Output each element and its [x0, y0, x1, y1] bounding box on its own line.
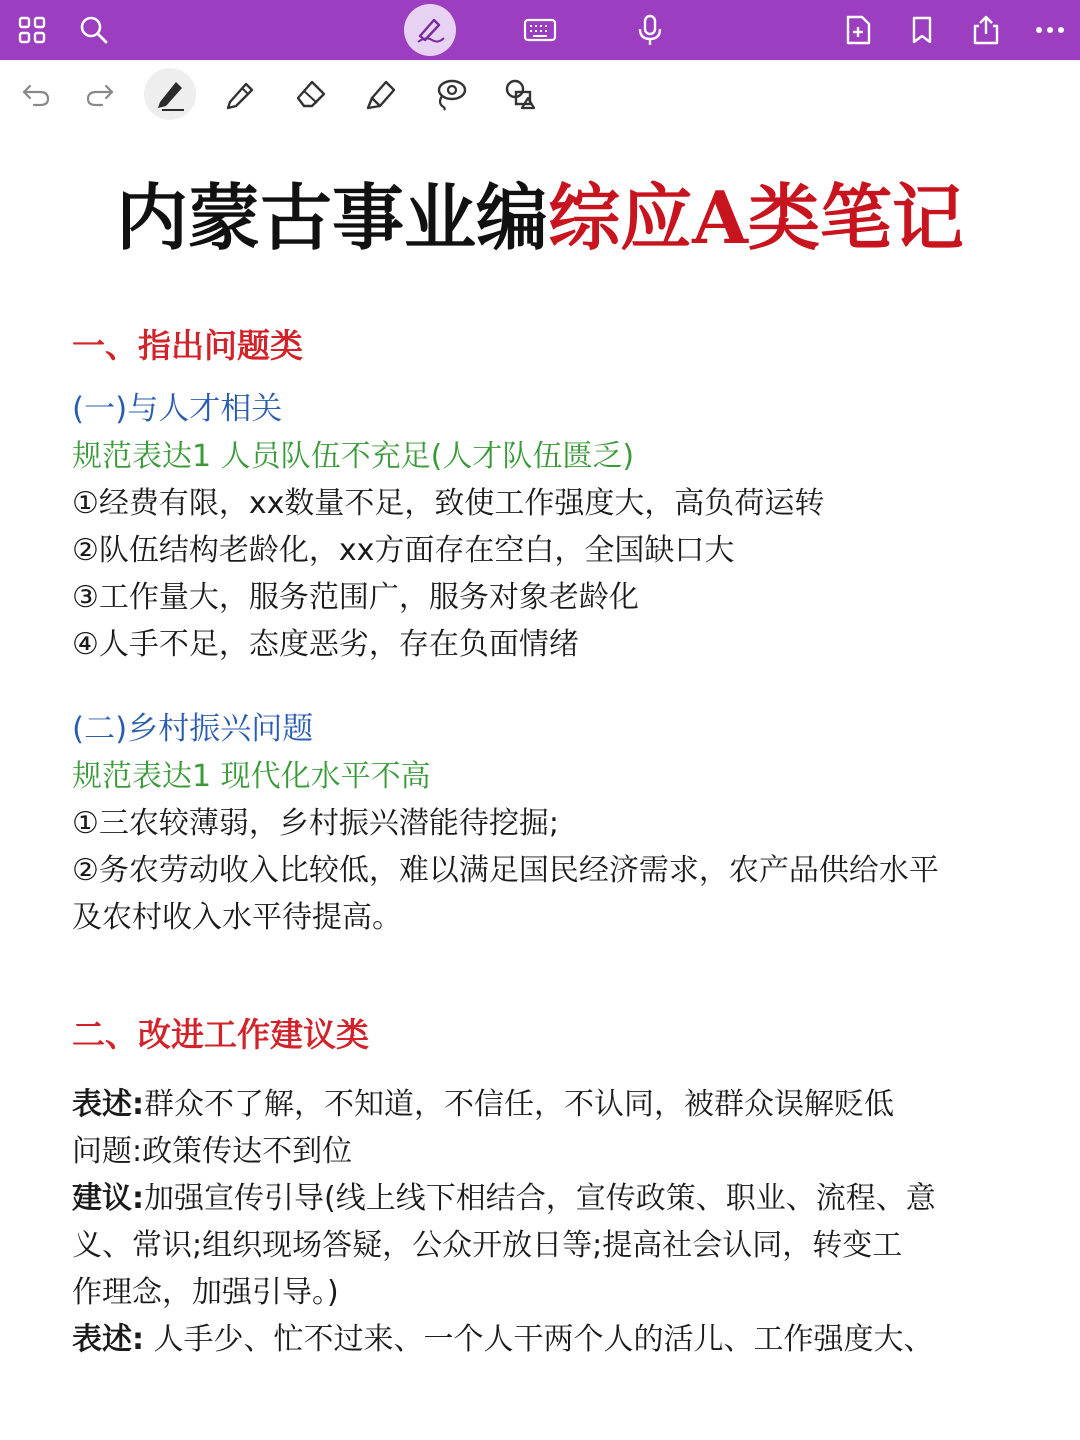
- grid-icon[interactable]: [12, 10, 52, 50]
- line-label: 问题:: [72, 1134, 143, 1169]
- redo-icon[interactable]: [80, 74, 120, 114]
- list-item: ②务农劳动收入比较低，难以满足国民经济需求，农产品供给水平: [72, 853, 939, 888]
- list-item: ②队伍结构老龄化，xx方面存在空白，全国缺口大: [72, 533, 735, 568]
- list-item: ①三农较薄弱，乡村振兴潜能待挖掘;: [72, 806, 560, 841]
- line-label: 表述:: [72, 1322, 144, 1357]
- undo-icon[interactable]: [16, 74, 56, 114]
- section1-heading: 一、指出问题类: [72, 326, 303, 365]
- note-title-part1: 内蒙古事业编: [116, 175, 549, 260]
- pen-mode-icon: [414, 12, 446, 48]
- list-item: ④人手不足，态度恶劣，存在负面情绪: [72, 627, 579, 662]
- text-line: [72, 1222, 1022, 1269]
- list-item: ③工作量大，服务范围广，服务对象老龄化: [72, 580, 639, 615]
- note-content: [72, 318, 1022, 1363]
- note-title: [0, 168, 1080, 268]
- list-item: 及农村收入水平待提高。: [72, 900, 402, 935]
- text-line: [72, 1269, 1022, 1316]
- list-item: ①经费有限，xx数量不足，致使工作强度大，高负荷运转: [72, 486, 825, 521]
- line-text: 政策传达不到位: [142, 1134, 353, 1169]
- add-page-icon[interactable]: [838, 10, 878, 50]
- line-text: 义、常识;组织现场答疑，公众开放日等;提高社会认同，转变工: [72, 1228, 903, 1263]
- bookmark-icon[interactable]: [902, 10, 942, 50]
- ballpoint-pen-icon[interactable]: [150, 74, 190, 114]
- text-line: [72, 1128, 1022, 1175]
- pencil-icon[interactable]: [220, 74, 260, 114]
- shapes-icon[interactable]: [500, 74, 540, 114]
- text-line: [72, 1316, 1022, 1363]
- search-icon[interactable]: [74, 10, 114, 50]
- section1-sub2-heading: (二)乡村振兴问题: [72, 711, 314, 747]
- note-title-part2: 综应A类笔记: [548, 175, 964, 260]
- pen-mode-button[interactable]: [404, 4, 456, 56]
- section1-sub1-heading: (一)与人才相关: [72, 391, 283, 427]
- keyboard-icon[interactable]: [520, 10, 560, 50]
- section1-sub1-norm: 规范表达1 人员队伍不充足(人才队伍匮乏): [72, 439, 635, 474]
- eraser-icon[interactable]: [290, 74, 330, 114]
- line-text: 作理念，加强引导。): [72, 1275, 339, 1310]
- section1-sub2-norm: 规范表达1 现代化水平不高: [72, 759, 431, 794]
- text-line: [72, 1081, 1022, 1128]
- line-label: 表述:: [72, 1087, 144, 1122]
- section2-heading: 二、改进工作建议类: [72, 1015, 369, 1054]
- line-text: 加强宣传引导(线上线下相结合，宣传政策、职业、流程、意: [144, 1181, 936, 1216]
- line-label: 建议:: [72, 1181, 144, 1216]
- app-top-bar: [0, 0, 1080, 60]
- line-text: 群众不了解，不知道，不信任，不认同，被群众误解贬低: [144, 1087, 894, 1122]
- text-line: [72, 1175, 1022, 1222]
- lasso-icon[interactable]: [430, 74, 470, 114]
- microphone-icon[interactable]: [630, 10, 670, 50]
- drawing-toolbar: [0, 60, 1080, 128]
- share-icon[interactable]: [966, 10, 1006, 50]
- line-text: 人手少、忙不过来、一个人干两个人的活儿、工作强度大、: [144, 1322, 934, 1357]
- more-icon[interactable]: [1030, 10, 1070, 50]
- highlighter-icon[interactable]: [360, 74, 400, 114]
